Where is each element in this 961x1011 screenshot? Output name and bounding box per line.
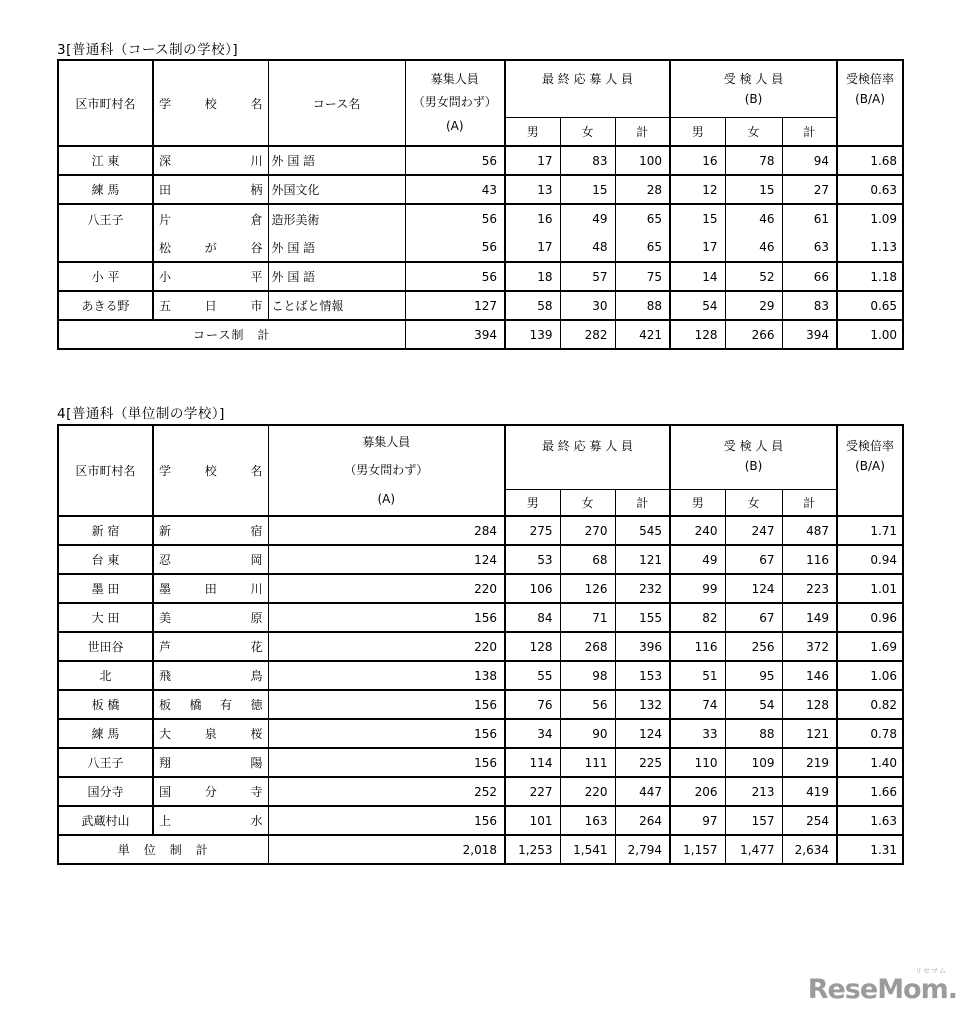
- applicants-female-cell: 83: [560, 146, 615, 175]
- header-female: 女: [725, 117, 782, 146]
- applicants-male-cell: 16: [505, 204, 560, 233]
- applicants-total-cell: 124: [615, 719, 670, 748]
- school-name: 五 日 市: [159, 299, 263, 313]
- course-system-table: [57, 59, 904, 350]
- school-row: [58, 545, 903, 574]
- school-name: 墨 田 川: [159, 582, 263, 596]
- applicants-female-cell: 90: [560, 719, 615, 748]
- ratio-cell: 1.63: [837, 806, 903, 835]
- school-name: 上 水: [159, 814, 263, 828]
- school-name-cell: [153, 204, 268, 233]
- school-row: [58, 262, 903, 291]
- applicants-male-cell: 17: [505, 146, 560, 175]
- examinees-female-cell: 247: [725, 516, 782, 545]
- recruit-cell: 56: [405, 233, 505, 262]
- school-name: 忍 岡: [159, 553, 263, 567]
- applicants-female-cell: 57: [560, 262, 615, 291]
- school-name: 美 原: [159, 611, 263, 625]
- examinees-total-cell: 61: [782, 204, 837, 233]
- school-name-cell: [153, 146, 268, 175]
- recruit-cell: 156: [268, 806, 505, 835]
- total-recruit-cell: 394: [405, 320, 505, 349]
- examinees-male-cell: 110: [670, 748, 725, 777]
- school-name: 板 橋 有 徳: [159, 698, 263, 712]
- total-applicants-total-cell: 421: [615, 320, 670, 349]
- district-cell: あきる野: [58, 291, 153, 320]
- examinees-total-cell: 149: [782, 603, 837, 632]
- applicants-total-cell: 75: [615, 262, 670, 291]
- header-male: 男: [505, 117, 560, 146]
- header-female: 女: [560, 489, 615, 516]
- applicants-total-cell: 121: [615, 545, 670, 574]
- school-row: [58, 233, 903, 262]
- district-cell: 墨 田: [58, 574, 153, 603]
- recruit-cell: 56: [405, 146, 505, 175]
- district-cell: 江 東: [58, 146, 153, 175]
- header-school: [153, 425, 268, 516]
- examinees-total-cell: 219: [782, 748, 837, 777]
- district-cell: 小 平: [58, 262, 153, 291]
- examinees-female-cell: 15: [725, 175, 782, 204]
- district-cell: 大 田: [58, 603, 153, 632]
- examinees-female-cell: 256: [725, 632, 782, 661]
- total-row: [58, 835, 903, 864]
- header-ratio-line2: (B/A): [855, 458, 885, 473]
- examinees-male-cell: 116: [670, 632, 725, 661]
- header-course: コース名: [268, 60, 405, 146]
- applicants-male-cell: 18: [505, 262, 560, 291]
- course-name-cell: 外国文化: [268, 175, 405, 204]
- header-ratio-line1: 受検倍率: [846, 72, 895, 86]
- total-applicants-total-cell: 2,794: [615, 835, 670, 864]
- school-name: 松 が 谷: [159, 240, 263, 255]
- total-row: [58, 320, 903, 349]
- course-name-cell: 造形美術: [268, 204, 405, 233]
- course-name-cell: 外 国 語: [268, 233, 405, 262]
- examinees-male-cell: 12: [670, 175, 725, 204]
- applicants-male-cell: 275: [505, 516, 560, 545]
- header-district: 区市町村名: [58, 60, 153, 146]
- ratio-cell: 0.78: [837, 719, 903, 748]
- header-total: 計: [615, 117, 670, 146]
- applicants-male-cell: 58: [505, 291, 560, 320]
- applicants-male-cell: 53: [505, 545, 560, 574]
- examinees-male-cell: 17: [670, 233, 725, 262]
- examinees-male-cell: 15: [670, 204, 725, 233]
- applicants-total-cell: 132: [615, 690, 670, 719]
- ratio-cell: 0.94: [837, 545, 903, 574]
- school-row: [58, 204, 903, 233]
- school-name: 大 泉 桜: [159, 727, 263, 741]
- school-name: 小 平: [159, 270, 263, 284]
- credit-system-table: [57, 424, 904, 865]
- header-school-label: 学 校 名: [159, 464, 263, 478]
- total-examinees-female-cell: 266: [725, 320, 782, 349]
- school-row: [58, 748, 903, 777]
- applicants-male-cell: 84: [505, 603, 560, 632]
- school-name-cell: [153, 516, 268, 545]
- school-name-cell: [153, 777, 268, 806]
- header-total: 計: [782, 117, 837, 146]
- resemom-logo-ruby: リセマム: [915, 967, 947, 975]
- header-examinees: [670, 425, 837, 489]
- table2-title: 4[普通科（単位制の学校）]: [57, 406, 225, 422]
- applicants-female-cell: 270: [560, 516, 615, 545]
- examinees-female-cell: 109: [725, 748, 782, 777]
- applicants-female-cell: 56: [560, 690, 615, 719]
- applicants-female-cell: 68: [560, 545, 615, 574]
- district-cell: 台 東: [58, 545, 153, 574]
- school-row: [58, 719, 903, 748]
- ratio-cell: 1.13: [837, 233, 903, 262]
- header-ratio-line2: (B/A): [855, 91, 885, 106]
- applicants-total-cell: 100: [615, 146, 670, 175]
- examinees-total-cell: 487: [782, 516, 837, 545]
- total-examinees-female-cell: 1,477: [725, 835, 782, 864]
- examinees-male-cell: 206: [670, 777, 725, 806]
- examinees-female-cell: 46: [725, 204, 782, 233]
- recruit-cell: 156: [268, 603, 505, 632]
- school-name-cell: [153, 603, 268, 632]
- course-name-cell: 外 国 語: [268, 146, 405, 175]
- district-cell: 八王子: [58, 748, 153, 777]
- applicants-total-cell: 225: [615, 748, 670, 777]
- recruit-cell: 56: [405, 204, 505, 233]
- applicants-total-cell: 447: [615, 777, 670, 806]
- ratio-cell: 1.18: [837, 262, 903, 291]
- examinees-total-cell: 223: [782, 574, 837, 603]
- total-examinees-male-cell: 1,157: [670, 835, 725, 864]
- header-recruit-line3: (A): [445, 118, 464, 133]
- header-female: 女: [725, 489, 782, 516]
- examinees-total-cell: 419: [782, 777, 837, 806]
- examinees-total-cell: 146: [782, 661, 837, 690]
- header-examinees: [670, 60, 837, 117]
- school-row: [58, 777, 903, 806]
- ratio-cell: 0.63: [837, 175, 903, 204]
- school-name-cell: [153, 233, 268, 262]
- total-label: コース制 計: [58, 320, 405, 349]
- recruit-cell: 43: [405, 175, 505, 204]
- examinees-male-cell: 240: [670, 516, 725, 545]
- applicants-female-cell: 98: [560, 661, 615, 690]
- ratio-cell: 0.96: [837, 603, 903, 632]
- examinees-female-cell: 29: [725, 291, 782, 320]
- ratio-cell: 1.01: [837, 574, 903, 603]
- header-district: 区市町村名: [58, 425, 153, 516]
- applicants-male-cell: 101: [505, 806, 560, 835]
- total-applicants-male-cell: 1,253: [505, 835, 560, 864]
- school-name: 田 柄: [159, 183, 263, 197]
- applicants-female-cell: 71: [560, 603, 615, 632]
- school-name-cell: [153, 748, 268, 777]
- header-school: [153, 60, 268, 146]
- school-name-cell: [153, 632, 268, 661]
- applicants-total-cell: 155: [615, 603, 670, 632]
- applicants-female-cell: 111: [560, 748, 615, 777]
- total-label: 単 位 制 計: [58, 835, 268, 864]
- applicants-female-cell: 48: [560, 233, 615, 262]
- examinees-female-cell: 67: [725, 545, 782, 574]
- district-cell: 新 宿: [58, 516, 153, 545]
- ratio-cell: 1.09: [837, 204, 903, 233]
- applicants-total-cell: 65: [615, 204, 670, 233]
- school-row: [58, 516, 903, 545]
- applicants-female-cell: 15: [560, 175, 615, 204]
- header-applicants: 最 終 応 募 人 員: [505, 425, 670, 489]
- school-name-cell: [153, 574, 268, 603]
- header-examinees-line2: (B): [744, 91, 763, 106]
- district-cell: 練 馬: [58, 719, 153, 748]
- applicants-female-cell: 30: [560, 291, 615, 320]
- total-ratio-cell: 1.31: [837, 835, 903, 864]
- recruit-cell: 138: [268, 661, 505, 690]
- header-row-main: [58, 60, 903, 117]
- examinees-total-cell: 83: [782, 291, 837, 320]
- examinees-male-cell: 54: [670, 291, 725, 320]
- header-recruit-line1: 募集人員: [362, 435, 411, 450]
- examinees-female-cell: 124: [725, 574, 782, 603]
- examinees-total-cell: 116: [782, 545, 837, 574]
- district-cell: 北: [58, 661, 153, 690]
- school-name-cell: [153, 545, 268, 574]
- school-row: [58, 632, 903, 661]
- header-examinees-line1: 受 検 人 員: [723, 439, 784, 453]
- district-cell: 武蔵村山: [58, 806, 153, 835]
- examinees-female-cell: 46: [725, 233, 782, 262]
- school-row: [58, 574, 903, 603]
- header-recruit-line2: （男女問わず）: [412, 95, 497, 110]
- header-ratio-line1: 受検倍率: [846, 439, 895, 453]
- total-examinees-total-cell: 2,634: [782, 835, 837, 864]
- school-name-cell: [153, 661, 268, 690]
- recruit-cell: 156: [268, 719, 505, 748]
- recruit-cell: 56: [405, 262, 505, 291]
- school-row: [58, 690, 903, 719]
- header-male: 男: [505, 489, 560, 516]
- school-name: 深 川: [159, 154, 263, 168]
- applicants-female-cell: 126: [560, 574, 615, 603]
- applicants-female-cell: 49: [560, 204, 615, 233]
- applicants-male-cell: 13: [505, 175, 560, 204]
- header-examinees-line1: 受 検 人 員: [723, 72, 784, 86]
- school-row: [58, 806, 903, 835]
- examinees-total-cell: 128: [782, 690, 837, 719]
- school-name-cell: [153, 262, 268, 291]
- applicants-female-cell: 220: [560, 777, 615, 806]
- examinees-male-cell: 97: [670, 806, 725, 835]
- school-row: [58, 661, 903, 690]
- header-male: 男: [670, 489, 725, 516]
- header-total: 計: [615, 489, 670, 516]
- header-recruit-line1: 募集人員: [430, 71, 479, 86]
- school-name: 翔 陽: [159, 756, 263, 770]
- header-ratio: [837, 60, 903, 146]
- applicants-total-cell: 88: [615, 291, 670, 320]
- header-row-main: [58, 425, 903, 489]
- ratio-cell: 1.68: [837, 146, 903, 175]
- recruit-cell: 124: [268, 545, 505, 574]
- examinees-male-cell: 16: [670, 146, 725, 175]
- applicants-female-cell: 268: [560, 632, 615, 661]
- header-total: 計: [782, 489, 837, 516]
- district-cell: 八王子: [58, 204, 153, 233]
- header-recruit-line3: (A): [377, 491, 396, 506]
- applicants-total-cell: 545: [615, 516, 670, 545]
- total-examinees-male-cell: 128: [670, 320, 725, 349]
- header-ratio: [837, 425, 903, 516]
- examinees-total-cell: 372: [782, 632, 837, 661]
- district-cell: 練 馬: [58, 175, 153, 204]
- applicants-male-cell: 55: [505, 661, 560, 690]
- recruit-cell: 220: [268, 632, 505, 661]
- examinees-female-cell: 54: [725, 690, 782, 719]
- total-applicants-female-cell: 282: [560, 320, 615, 349]
- recruit-cell: 284: [268, 516, 505, 545]
- examinees-female-cell: 78: [725, 146, 782, 175]
- school-name: 芦 花: [159, 640, 263, 654]
- recruit-cell: 127: [405, 291, 505, 320]
- examinees-male-cell: 99: [670, 574, 725, 603]
- header-recruit-line2: （男女問わず）: [344, 463, 429, 478]
- school-name-cell: [153, 719, 268, 748]
- header-female: 女: [560, 117, 615, 146]
- applicants-total-cell: 232: [615, 574, 670, 603]
- school-name-cell: [153, 175, 268, 204]
- school-row: [58, 175, 903, 204]
- total-applicants-female-cell: 1,541: [560, 835, 615, 864]
- resemom-logo: [808, 968, 957, 1003]
- examinees-total-cell: 27: [782, 175, 837, 204]
- examinees-male-cell: 74: [670, 690, 725, 719]
- recruit-cell: 252: [268, 777, 505, 806]
- ratio-cell: 1.71: [837, 516, 903, 545]
- examinees-male-cell: 49: [670, 545, 725, 574]
- course-name-cell: ことばと情報: [268, 291, 405, 320]
- school-row: [58, 603, 903, 632]
- total-recruit-cell: 2,018: [268, 835, 505, 864]
- examinees-male-cell: 14: [670, 262, 725, 291]
- applicants-total-cell: 264: [615, 806, 670, 835]
- ratio-cell: 0.65: [837, 291, 903, 320]
- district-cell: 世田谷: [58, 632, 153, 661]
- header-examinees-line2: (B): [744, 458, 763, 473]
- ratio-cell: 1.40: [837, 748, 903, 777]
- applicants-male-cell: 227: [505, 777, 560, 806]
- examinees-female-cell: 52: [725, 262, 782, 291]
- school-name: 国 分 寺: [159, 785, 263, 799]
- applicants-male-cell: 128: [505, 632, 560, 661]
- ratio-cell: 0.82: [837, 690, 903, 719]
- total-ratio-cell: 1.00: [837, 320, 903, 349]
- school-name: 新 宿: [159, 524, 263, 538]
- applicants-male-cell: 114: [505, 748, 560, 777]
- district-cell: [58, 233, 153, 262]
- school-name-cell: [153, 291, 268, 320]
- applicants-total-cell: 65: [615, 233, 670, 262]
- applicants-male-cell: 106: [505, 574, 560, 603]
- header-recruit: [405, 60, 505, 146]
- examinees-total-cell: 94: [782, 146, 837, 175]
- header-recruit: [268, 425, 505, 516]
- examinees-female-cell: 95: [725, 661, 782, 690]
- ratio-cell: 1.69: [837, 632, 903, 661]
- examinees-total-cell: 66: [782, 262, 837, 291]
- examinees-female-cell: 213: [725, 777, 782, 806]
- recruit-cell: 156: [268, 748, 505, 777]
- examinees-male-cell: 33: [670, 719, 725, 748]
- examinees-female-cell: 67: [725, 603, 782, 632]
- table1-title: 3[普通科（コース制の学校）]: [57, 42, 239, 58]
- ratio-cell: 1.66: [837, 777, 903, 806]
- school-name: 片 倉: [159, 212, 263, 227]
- school-name-cell: [153, 806, 268, 835]
- applicants-female-cell: 163: [560, 806, 615, 835]
- applicants-total-cell: 396: [615, 632, 670, 661]
- district-cell: 板 橋: [58, 690, 153, 719]
- header-male: 男: [670, 117, 725, 146]
- examinees-male-cell: 82: [670, 603, 725, 632]
- examinees-total-cell: 63: [782, 233, 837, 262]
- school-name: 飛 鳥: [159, 669, 263, 683]
- examinees-female-cell: 157: [725, 806, 782, 835]
- resemom-logo-text: ReseMom.: [807, 974, 957, 1005]
- school-name-cell: [153, 690, 268, 719]
- applicants-total-cell: 153: [615, 661, 670, 690]
- total-examinees-total-cell: 394: [782, 320, 837, 349]
- examinees-total-cell: 121: [782, 719, 837, 748]
- school-row: [58, 146, 903, 175]
- applicants-male-cell: 34: [505, 719, 560, 748]
- recruit-cell: 220: [268, 574, 505, 603]
- district-cell: 国分寺: [58, 777, 153, 806]
- header-applicants: 最 終 応 募 人 員: [505, 60, 670, 117]
- recruit-cell: 156: [268, 690, 505, 719]
- applicants-male-cell: 17: [505, 233, 560, 262]
- total-applicants-male-cell: 139: [505, 320, 560, 349]
- ratio-cell: 1.06: [837, 661, 903, 690]
- applicants-total-cell: 28: [615, 175, 670, 204]
- course-name-cell: 外 国 語: [268, 262, 405, 291]
- examinees-female-cell: 88: [725, 719, 782, 748]
- examinees-total-cell: 254: [782, 806, 837, 835]
- school-row: [58, 291, 903, 320]
- header-school-label: 学 校 名: [159, 96, 263, 111]
- examinees-male-cell: 51: [670, 661, 725, 690]
- applicants-male-cell: 76: [505, 690, 560, 719]
